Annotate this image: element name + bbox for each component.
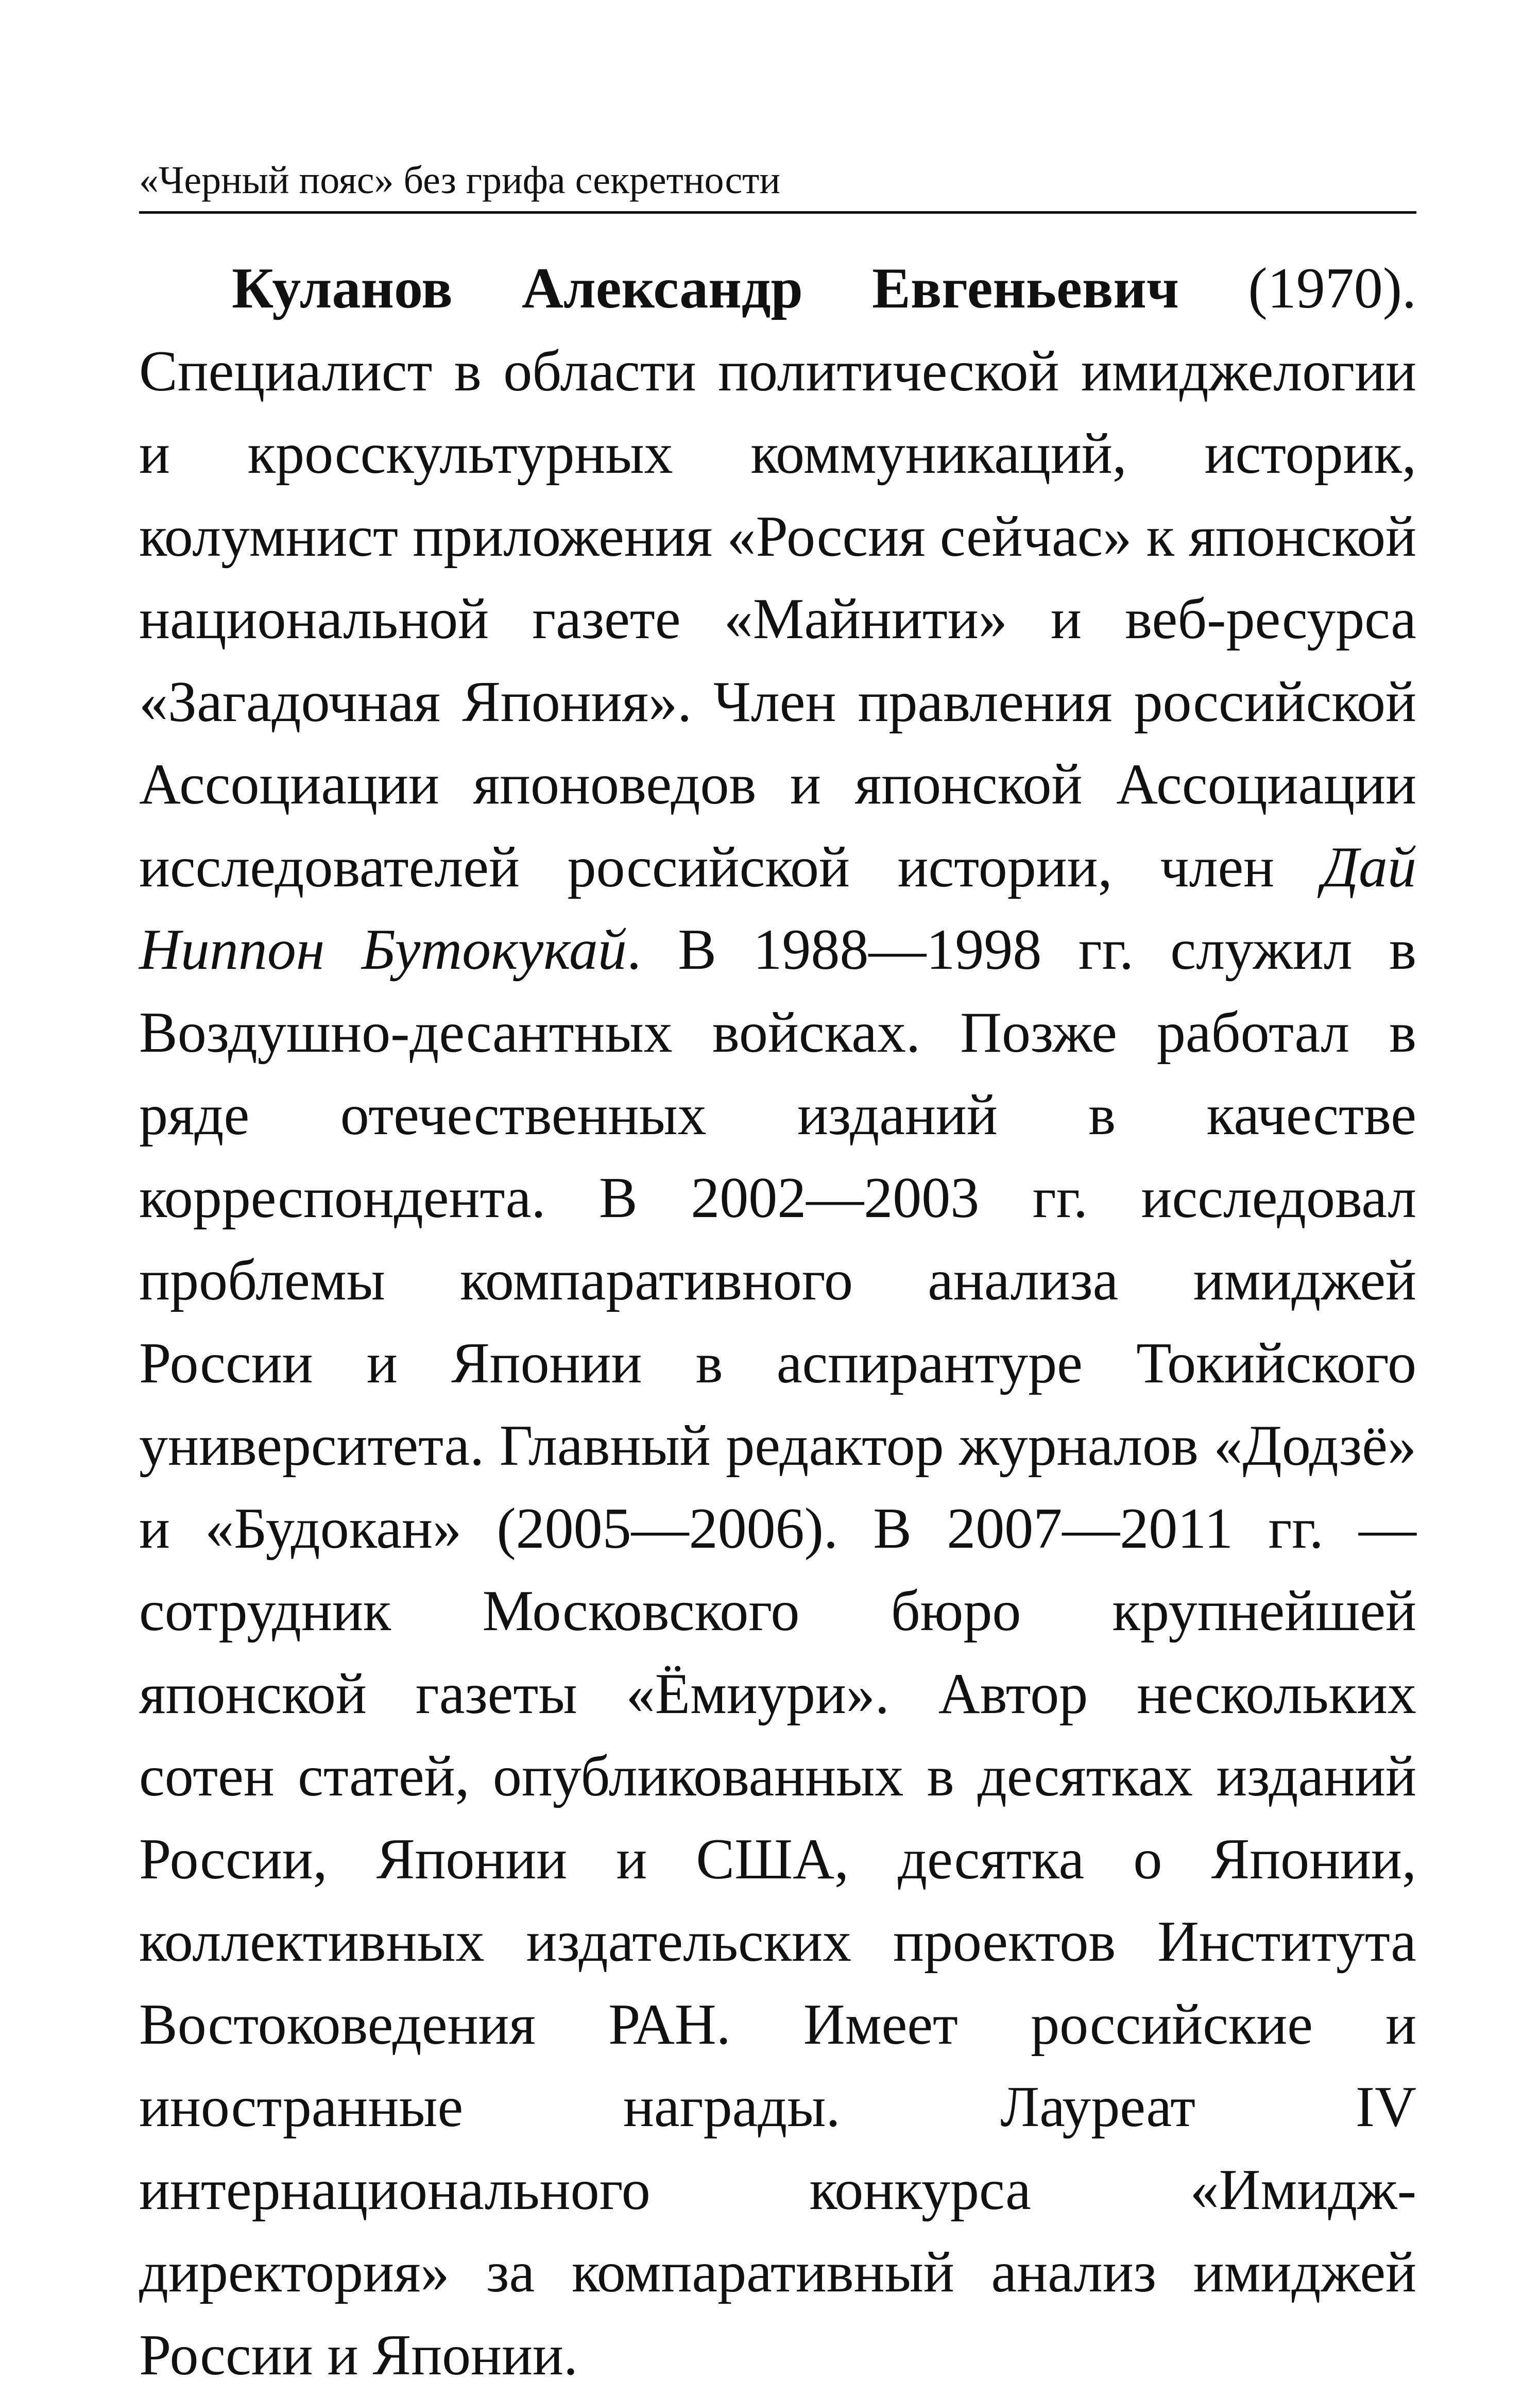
organization-name: Дай Ниппон Бутокукай xyxy=(139,835,1416,982)
author-name: Куланов Александр Евгеньевич xyxy=(232,256,1179,320)
bio-text-part-1: (1970). Специалист в области политической имиджелогии и кросскультурных коммуникаций, историк, колумнист приложения «Россия сейчас» к японской национальной газете «Майнити» и веб-ресурса «Загадочная Япония». Член правления российской Ассоциации японоведов и японской Ассоциации исследователей российской истории, член xyxy=(139,256,1417,899)
bio-text-part-2: . В 1988—1998 гг. служил в Воздушно-десантных войсках. Позже работал в ряде отечественных изданий в качестве корреспондента. В 2002—2003 гг. исследовал проблемы компаративного анализа имиджей России и Японии в аспирантуре Токийского университета. Главный редактор журналов «Додзё» и «Будокан» (2005—2006). В 2007—2011 гг. — сотрудник Московского бюро крупнейшей японской газеты «Ёмиури». Автор нескольких сотен статей, опубликованных в десятках изданий России, Японии и США, десятка о Японии, коллективных издательских проектов Института Востоковедения РАН. Имеет российские и иностранные награды. Лауреат IV интернационального конкурса «Имидж-директория» за компаративный анализ имиджей России и Японии. xyxy=(139,918,1416,2387)
author-bio-paragraph xyxy=(139,247,1416,2396)
running-header: «Черный пояс» без грифа секретности xyxy=(139,155,1416,214)
